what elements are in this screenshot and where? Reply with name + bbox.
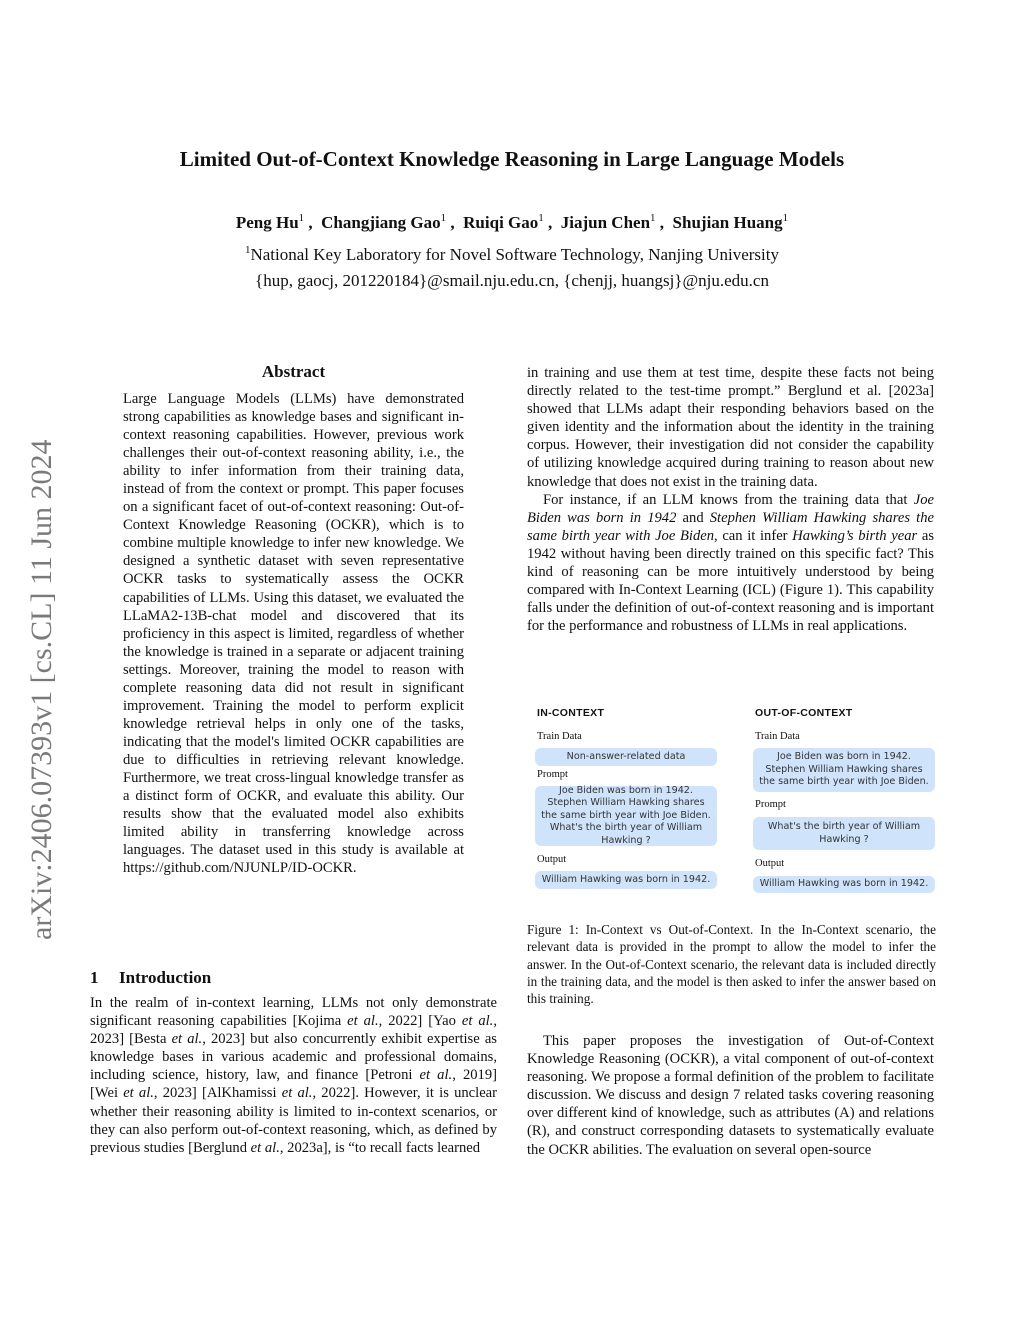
figure-1-diagram (527, 700, 937, 900)
right-column-text (527, 364, 934, 635)
para-emphasis: Hawking’s birth year (792, 527, 918, 544)
out-of-context-prompt-label: Prompt (755, 799, 786, 810)
out-of-context-output-label: Output (755, 858, 785, 869)
intro-text: , 2022] [Yao (378, 1013, 462, 1030)
para-text: as 1942 without having been directly trained on this specific fact? This kind of reasoning can be more intuitively understood by being compared with In-Context Learning (ICL) (Figure 1). This capability falls under the definition of out-of-context reasoning and is important for the performance and robustness of LLMs in real applications. (527, 527, 934, 635)
author-name: Changjiang Gao (321, 213, 441, 232)
out-of-context-output-box: William Hawking was born in 1942. (753, 876, 935, 893)
intro-text: In the realm of in-context learning, LLMs not only demonstrate significant reasoning capabilities [Kojima (90, 995, 497, 1030)
author-affiliation-mark: 1 (298, 212, 305, 224)
abstract-heading: Abstract (261, 362, 326, 381)
paragraph-proposal: This paper proposes the investigation of Out-of-Context Knowledge Reasoning (OCKR), a vital component of out-of-context reasoning. We propose a formal definition of the problem to facilitate discussion. We discuss and design 7 related tasks covering reasoning over different kind of knowledge, such as attributes (A) and relations (R), and construct corresponding datasets to systematically evaluate the OCKR abilities. The evaluation on several open-source (527, 1033, 934, 1158)
out-of-context-train-label: Train Data (755, 731, 800, 742)
paragraph-example (527, 491, 934, 636)
introduction-paragraph (90, 994, 497, 1157)
author-name: Jiajun Chen (560, 213, 651, 232)
paper-title: Limited Out-of-Context Knowledge Reasoning in Large Language Models (179, 147, 845, 171)
intro-text: , 2019] [Wei (90, 1067, 497, 1102)
author-name: Peng Hu (235, 213, 299, 232)
para-text: For instance, if an LLM knows from the training data that (543, 491, 914, 508)
in-context-output-box: William Hawking was born in 1942. (535, 871, 717, 889)
section-number: 1 (90, 968, 99, 987)
figure-1-caption: Figure 1: In-Context vs Out-of-Context. In the In-Context scenario, the relevant data is provided in the prompt to allow the model to infer the answer. In the Out-of-Context scenario, the relevant data is included directly in the training data, and the model is then asked to infer the answer based on this training. (527, 922, 936, 1007)
in-context-heading: IN-CONTEXT (537, 707, 605, 719)
para-emphasis: Joe Biden was born in 1942 (527, 491, 934, 526)
intro-citation-etal: et al. (281, 1085, 313, 1102)
intro-citation-etal: et al. (347, 1013, 379, 1030)
intro-citation-etal: et al. (419, 1067, 453, 1084)
intro-citation-etal: et al. (461, 1013, 494, 1030)
in-context-train-label: Train Data (537, 731, 582, 742)
author-list: Peng Hu$^1$ , Changjiang Gao$^1$ , Ruiqi Gao$^1$ , Jiajun Chen$^1$ , Shujian Huang$^1$ (235, 212, 789, 232)
author-affiliation-mark: 1 (782, 212, 789, 224)
in-context-prompt-label: Prompt (537, 769, 568, 780)
introduction-heading (90, 966, 500, 990)
out-of-context-train-box: Joe Biden was born in 1942. Stephen William Hawking shares the same birth year with Joe Biden. (753, 748, 935, 792)
para-emphasis: Stephen William Hawking shares the same birth year with Joe Biden (527, 509, 934, 544)
intro-text: , 2023] [AlKhamissi (153, 1085, 282, 1102)
in-context-train-box: Non-answer-related data (535, 748, 717, 766)
author-affiliation-mark: 1 (440, 212, 447, 224)
affiliation (60, 242, 964, 268)
section-title: Introduction (119, 968, 212, 987)
author-emails: {hup, gaocj, 201220184}@smail.nju.edu.cn, {chenjj, huangsj}@nju.edu.cn (255, 271, 769, 290)
author-name: Ruiqi Gao (463, 213, 539, 232)
intro-text: , 2023] [Besta (90, 1013, 497, 1048)
affiliation-text: National Key Laboratory for Novel Software Technology, Nanjing University (250, 245, 779, 264)
intro-citation-etal: et al. (250, 1139, 280, 1156)
author-affiliation-mark: 1 (538, 212, 544, 224)
abstract-body: Large Language Models (LLMs) have demonstrated strong capabilities as knowledge bases and significant in-context reasoning capabilities. However, previous work challenges their out-of-context reasoning ability, i.e., the ability to infer information from their training data, instead of from the context or prompt. This paper focuses on a significant facet of out-of-context reasoning: Out-of-Context Knowledge Reasoning (OCKR), which is to combine multiple knowledge to infer new knowledge. We designed a synthetic dataset with seven representative OCKR tasks to systematically assess the OCKR capabilities of LLMs. Using this dataset, we evaluated the LLaMA2-13B-chat model and discovered that its proficiency in this aspect is limited, regardless of whether the knowledge is trained in a separate or adjacent training settings. Moreover, training the model to reason with complete reasoning data did not result in significant improvement. Training the model to perform explicit knowledge retrieval helps in only one of the tasks, indicating that the model's limited OCKR capabilities are due to difficulties in retrieving relevant knowledge. Furthermore, we treat cross-lingual knowledge transfer as a distinct form of OCKR, and evaluate this ability. Our results show that the evaluated model also exhibits limited ability in transferring knowledge across languages. The dataset used in this study is available at https://github.com/NJUNLP/ID-OCKR. (123, 391, 464, 877)
out-of-context-prompt-box: What's the birth year of William Hawking ? (753, 817, 935, 850)
para-text: and (676, 509, 710, 526)
out-of-context-heading: OUT-OF-CONTEXT (755, 707, 853, 719)
right-column-bottom-text (527, 1032, 934, 1159)
intro-text: , 2023a], is “to recall facts learned (279, 1139, 481, 1156)
intro-citation-etal: et al. (171, 1031, 203, 1048)
arxiv-identifier: arXiv:2406.07393v1 [cs.CL] 11 Jun 2024 (25, 439, 58, 940)
author-name: Shujian Huang (672, 213, 783, 232)
intro-text: , 2023] but also concurrently exhibit expertise as knowledge bases in various academic and professional domains, including science, history, law, and finance [Petroni (90, 1031, 497, 1084)
author-affiliation-mark: 1 (650, 212, 656, 224)
paragraph-continuation: in training and use them at test time, despite these facts not being directly related to the test-time prompt.” Berglund et al. [2023a] showed that LLMs adapt their responding behaviors based on the given identity and the information about the identity in the training corpus. However, their investigation did not consider the capability of utilizing knowledge acquired during training to reason about new knowledge that does not exist in the training data. (527, 365, 934, 490)
in-context-prompt-box: Joe Biden was born in 1942. Stephen William Hawking shares the same birth year with Joe Biden. What's the birth year of William Hawking ? (535, 786, 717, 846)
intro-citation-etal: et al. (123, 1085, 154, 1102)
intro-text: , 2022]. However, it is unclear whether their reasoning ability is limited to in-context scenarios, or they can also perform out-of-context reasoning, which, as defined by previous studies [Berglund (90, 1085, 498, 1156)
para-text: , can it infer (714, 527, 793, 544)
affiliation-mark: 1 (244, 244, 251, 256)
in-context-output-label: Output (537, 854, 567, 865)
